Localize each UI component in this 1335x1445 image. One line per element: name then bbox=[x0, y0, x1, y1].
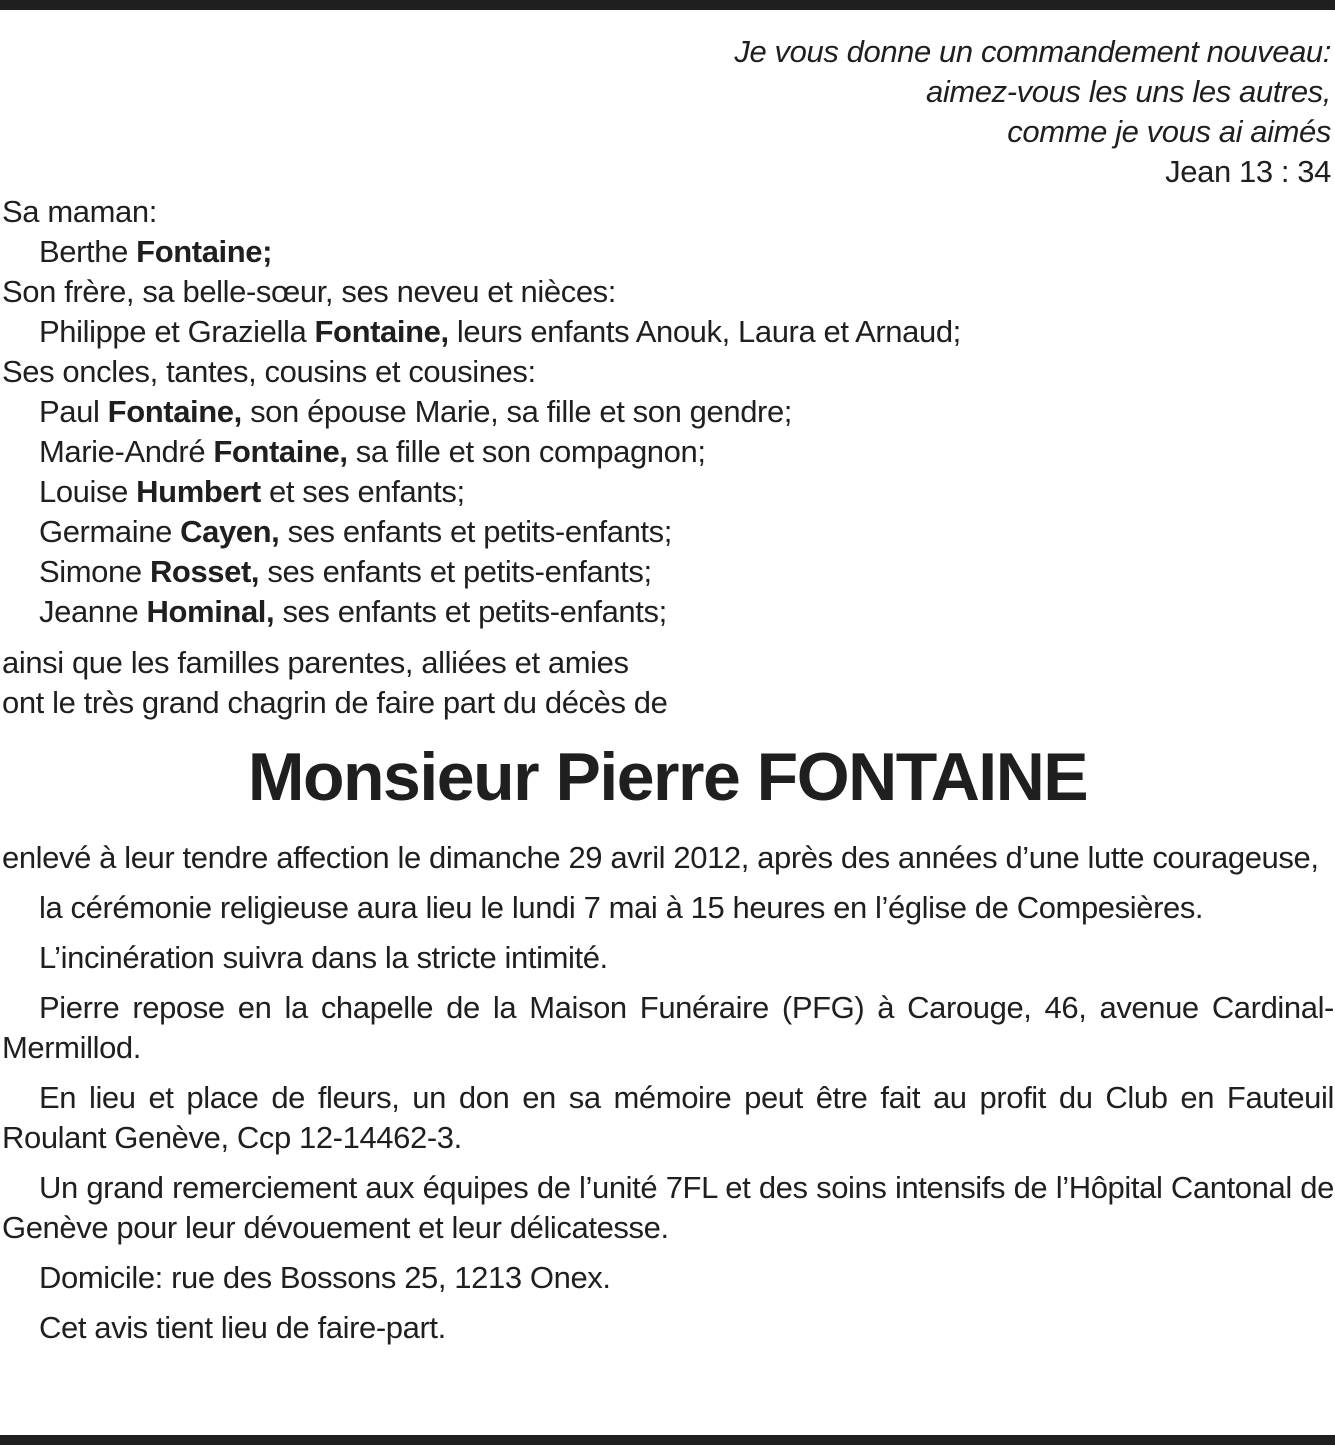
family-member: Germaine Cayen, ses enfants et petits-enfants; bbox=[39, 514, 672, 549]
announcement-intro bbox=[2, 643, 667, 723]
bottom-rule bbox=[0, 1435, 1335, 1445]
epigraph bbox=[734, 32, 1331, 192]
epigraph-line: comme je vous ai aimés bbox=[1007, 114, 1331, 149]
family-member: Paul Fontaine, son épouse Marie, sa fille et son gendre; bbox=[39, 394, 793, 429]
notice-paragraph: Domicile: rue des Bossons 25, 1213 Onex. bbox=[39, 1260, 611, 1295]
notice-paragraph: Un grand remerciement aux équipes de l’unité 7FL et des soins intensifs de l’Hôpital Cantonal de Genève pour leur dévouement et leur délicatesse. bbox=[2, 1170, 1334, 1245]
family-member: Berthe Fontaine; bbox=[39, 234, 273, 269]
family-member: Simone Rosset, ses enfants et petits-enfants; bbox=[39, 554, 652, 589]
deceased-name: Monsieur Pierre FONTAINE bbox=[247, 739, 1088, 815]
notice-paragraph: la cérémonie religieuse aura lieu le lundi 7 mai à 15 heures en l’église de Compesières. bbox=[39, 890, 1204, 925]
family-member: Marie-André Fontaine, sa fille et son compagnon; bbox=[39, 434, 706, 469]
epigraph-reference: Jean 13 : 34 bbox=[1165, 154, 1331, 189]
siblings-heading: Son frère, sa belle-sœur, ses neveu et nièces: bbox=[2, 274, 616, 309]
notice-paragraph: enlevé à leur tendre affection le dimanche 29 avril 2012, après des années d’une lutte courageuse, bbox=[2, 840, 1319, 875]
epigraph-line: Je vous donne un commandement nouveau: bbox=[734, 34, 1331, 69]
notice-paragraph: Pierre repose en la chapelle de la Maison Funéraire (PFG) à Carouge, 46, avenue Cardinal-Mermillod. bbox=[2, 990, 1334, 1065]
notice-body bbox=[2, 838, 1334, 1358]
epigraph-line: aimez-vous les uns les autres, bbox=[926, 74, 1331, 109]
notice-paragraph: L’incinération suivra dans la stricte intimité. bbox=[39, 940, 608, 975]
relatives-heading: Ses oncles, tantes, cousins et cousines: bbox=[2, 354, 536, 389]
family-member: Jeanne Hominal, ses enfants et petits-enfants; bbox=[39, 594, 667, 629]
family-member: Louise Humbert et ses enfants; bbox=[39, 474, 465, 509]
notice-paragraph: En lieu et place de fleurs, un don en sa mémoire peut être fait au profit du Club en Fauteuil Roulant Genève, Ccp 12-14462-3. bbox=[2, 1080, 1334, 1155]
family-member: Philippe et Graziella Fontaine, leurs enfants Anouk, Laura et Arnaud; bbox=[39, 314, 961, 349]
mother-heading: Sa maman: bbox=[2, 194, 157, 229]
family-list bbox=[2, 192, 961, 632]
intro-line: ont le très grand chagrin de faire part du décès de bbox=[2, 685, 668, 720]
top-rule bbox=[0, 0, 1335, 10]
intro-line: ainsi que les familles parentes, alliées et amies bbox=[2, 645, 629, 680]
notice-paragraph: Cet avis tient lieu de faire-part. bbox=[39, 1310, 446, 1345]
